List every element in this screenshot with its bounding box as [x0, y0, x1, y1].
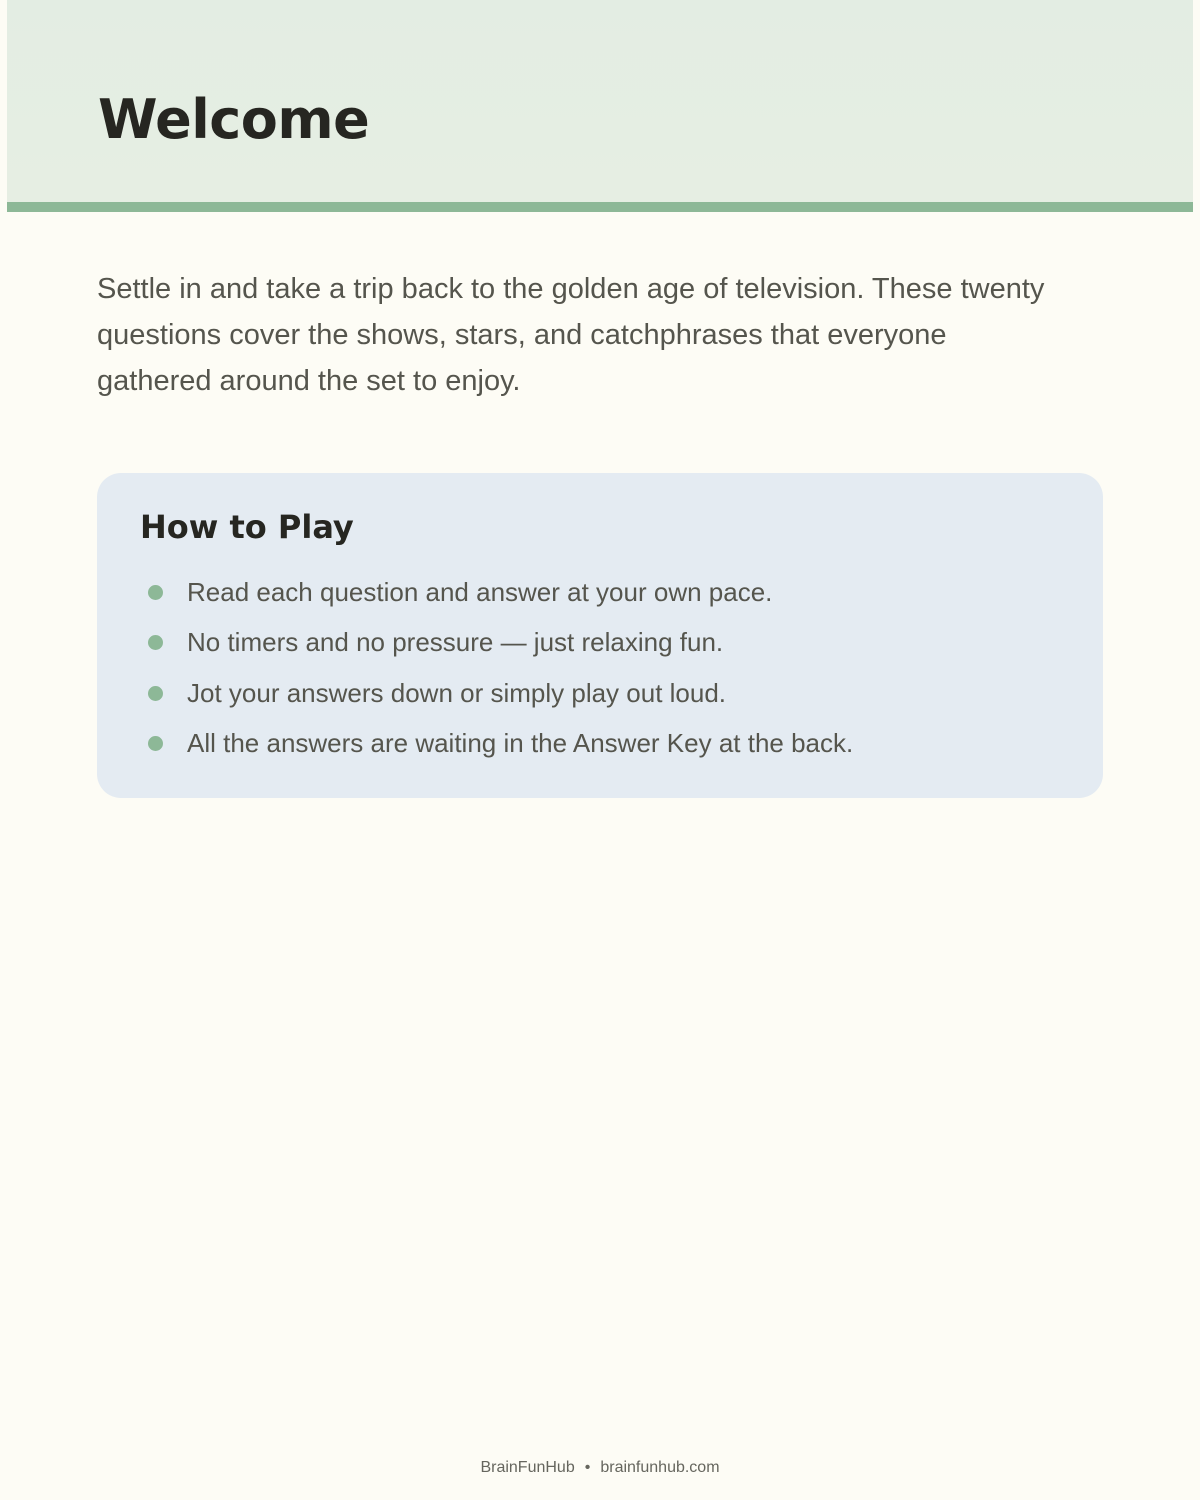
page-header	[7, 0, 1193, 202]
page-footer	[7, 1456, 1193, 1480]
intro-paragraph: Settle in and take a trip back to the golden age of television. These twenty questions cover the shows, stars, and catchphrases that everyone gathered around the set to enjoy.	[97, 273, 1045, 397]
footer-brand: BrainFunHub	[480, 1459, 575, 1476]
bullet-dot-icon	[148, 736, 163, 751]
rule-text: Read each question and answer at your own pace.	[187, 577, 773, 607]
footer-separator: •	[584, 1459, 591, 1476]
how-to-play-title: How to Play	[140, 508, 354, 546]
page	[7, 0, 1193, 1500]
footer-url: brainfunhub.com	[600, 1459, 720, 1476]
rule-text: Jot your answers down or simply play out loud.	[187, 677, 727, 708]
header-divider	[7, 202, 1193, 212]
how-to-play-card	[97, 473, 1103, 798]
rule-text: All the answers are waiting in the Answer Key at the back.	[187, 727, 854, 758]
page-title: Welcome	[98, 88, 370, 151]
bullet-dot-icon	[148, 635, 163, 650]
bullet-dot-icon	[148, 585, 163, 600]
rule-text: No timers and no pressure — just relaxing fun.	[187, 627, 724, 658]
bullet-dot-icon	[148, 686, 163, 701]
